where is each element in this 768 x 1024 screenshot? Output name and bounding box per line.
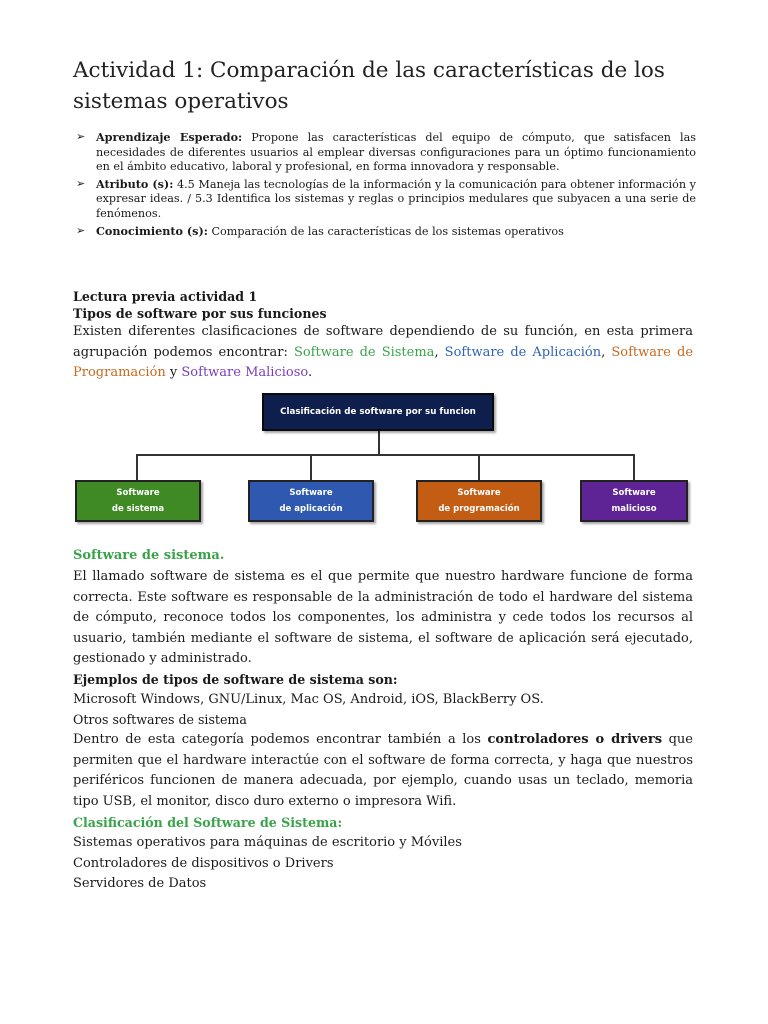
arrow-bullet-icon: ➢: [76, 223, 86, 237]
list-item: [76, 177, 696, 222]
reading-section: [73, 288, 693, 384]
bullet-text: 4.5 Maneja las tecnologías de la información y la comunicación para obtener información y expresar ideas. / 5.3 Identifica los sistemas y reglas o principios medulares que subyacen a una serie de fenómenos.: [96, 177, 697, 220]
type-prog-text: Software de Programación: [73, 344, 694, 380]
objectives-list: [76, 130, 696, 241]
diagram-box-application: [248, 480, 374, 522]
diagram-box-label: de sistema: [111, 504, 165, 514]
system-software-section: [73, 545, 693, 895]
classification-item: Servidores de Datos: [73, 876, 207, 891]
type-app-text: Software de Aplicación: [444, 344, 602, 360]
diagram-box-label: de programación: [438, 504, 520, 514]
classification-heading: Clasificación del Software de Sistema:: [73, 815, 343, 830]
classification-item: Sistemas operativos para máquinas de escritorio y Móviles: [73, 835, 462, 850]
type-system-text: Software de Sistema: [293, 344, 435, 360]
bullet-text: Comparación de las características de los sistemas operativos: [207, 224, 564, 238]
connector-line: [378, 431, 380, 454]
classification-diagram: [70, 385, 695, 530]
diagram-box-label: de aplicación: [279, 504, 343, 514]
diagram-box-malware: [580, 480, 688, 522]
classification-item: Controladores de dispositivos o Drivers: [73, 855, 334, 871]
diagram-box-label: Software: [289, 488, 333, 498]
intro-text: Existen diferentes clasificaciones de software dependiendo de su función, en esta primera agrupación podemos encontrar:: [73, 324, 693, 360]
bullet-text: Propone las características del equipo de cómputo, que satisfacen las necesidades de diferentes usuarios al emplear diversas configuraciones para un óptimo funcionamiento en el ámbito educativo, laboral y profesional, en forma innovadora y responsable.: [96, 131, 696, 174]
reading-intro: [73, 322, 693, 384]
connector-line: [136, 454, 138, 480]
reading-subheading: Tipos de software por sus funciones: [73, 306, 327, 321]
list-item: [76, 130, 696, 175]
separator: ,: [434, 344, 445, 360]
diagram-box-system: [75, 480, 201, 522]
examples-text: Microsoft Windows, GNU/Linux, Mac OS, Android, iOS, BlackBerry OS.: [73, 691, 544, 707]
page-title: Actividad 1: Comparación de las características de los sistemas operativos: [73, 58, 665, 114]
connector-line: [633, 454, 635, 480]
connector-line: [310, 454, 312, 480]
bullet-label: Conocimiento (s):: [96, 223, 208, 238]
others-bold-text: controladores o drivers: [487, 732, 663, 747]
connector-line: [478, 454, 480, 480]
diagram-root-label: Clasificación de software por su funcion: [280, 407, 476, 417]
system-section-heading: Software de sistema.: [73, 548, 225, 563]
diagram-box-label: malicioso: [611, 504, 657, 514]
others-paragraph: [73, 730, 693, 812]
system-paragraph: El llamado software de sistema es el que permite que nuestro hardware funcione de forma correcta. Este software es responsable de la administración de todo el hardware del sistema de cómputo, reconoce todos los componentes, los administra y cede todos los recursos al usuario, también mediante el software de sistema, el software de aplicación será ejecutado, gestionado y administrado.: [73, 569, 693, 666]
diagram-box-label: Software: [457, 488, 501, 498]
others-heading: Otros softwares de sistema: [73, 712, 247, 727]
type-malware-text: Software Malicioso: [181, 365, 309, 380]
bullet-label: Aprendizaje Esperado:: [96, 130, 243, 144]
bullet-label: Atributo (s):: [96, 176, 174, 191]
diagram-box-programming: [416, 480, 542, 522]
reading-heading: Lectura previa actividad 1: [73, 289, 258, 304]
examples-heading: Ejemplos de tipos de software de sistema son:: [73, 671, 398, 687]
separator: y: [165, 365, 182, 380]
diagram-box-label: Software: [116, 488, 160, 498]
arrow-bullet-icon: ➢: [76, 130, 86, 143]
arrow-bullet-icon: ➢: [76, 176, 86, 190]
connector-line: [136, 454, 635, 456]
separator: ,: [601, 344, 612, 360]
others-text: que permiten que el hardware interactúe con el software de forma correcta, y haga que nuestros periféricos funcionen de manera adecuada, por ejemplo, cuando usas un teclado, memoria tipo USB, el monitor, disco duro externo o impresora Wifi.: [73, 732, 693, 809]
others-text: Dentro de esta categoría podemos encontrar también a los: [73, 732, 488, 747]
diagram-root-box: [262, 393, 494, 431]
separator: .: [308, 365, 313, 380]
list-item: [76, 224, 696, 240]
diagram-box-label: Software: [612, 488, 656, 498]
